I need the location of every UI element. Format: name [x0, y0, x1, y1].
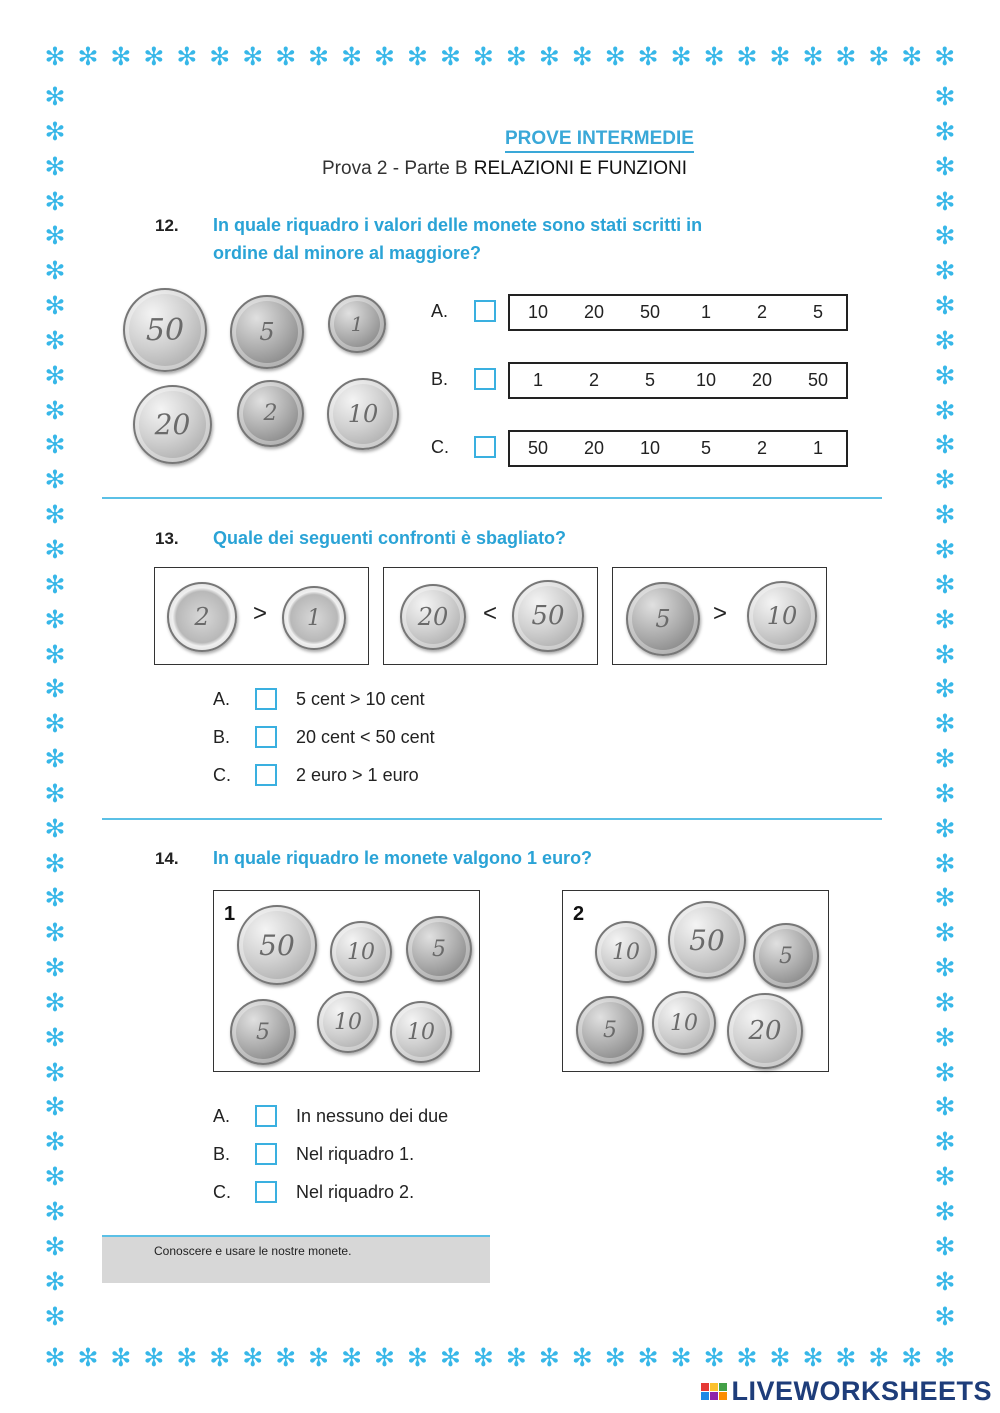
coin-50-cent: 50 — [123, 288, 207, 372]
coin-10-cent: 10 — [327, 378, 399, 450]
coin-50-cent: 50 — [668, 901, 746, 979]
seq-value: 50 — [639, 302, 661, 322]
border-star-icon: ✻ — [44, 1197, 66, 1226]
q12-option-b-checkbox[interactable] — [474, 368, 496, 390]
coin-10-cent: 10 — [747, 581, 817, 651]
border-top — [40, 42, 960, 72]
q14-option-c-text: Nel riquadro 2. — [296, 1182, 415, 1202]
border-star-icon: ✻ — [934, 918, 956, 948]
border-star-icon: ✻ — [341, 1343, 363, 1372]
comparison-box-2 — [383, 567, 598, 665]
brand-text: LIVEWORKSHEETS — [731, 1376, 992, 1406]
coin-20-cent: 20 — [727, 993, 803, 1069]
border-star-icon: ✻ — [703, 42, 725, 71]
border-star-icon: ✻ — [934, 848, 956, 878]
q13-option-c-letter: C. — [213, 765, 231, 785]
border-star-icon: ✻ — [44, 1092, 66, 1122]
coin-20-cent: 20 — [400, 584, 466, 650]
border-star-icon: ✻ — [77, 42, 99, 71]
panel-label: 2 — [573, 903, 585, 925]
border-star-icon: ✻ — [934, 639, 956, 669]
coin-2-euro: 2 — [167, 582, 237, 652]
border-star-icon: ✻ — [275, 1343, 297, 1372]
border-star-icon: ✻ — [44, 360, 66, 390]
border-star-icon: ✻ — [44, 186, 66, 216]
coin-5-cent: 5 — [406, 916, 472, 982]
question-12-line1: In quale riquadro i valori delle monete sono stati scritti in — [213, 215, 703, 235]
q13-option-c-checkbox[interactable] — [255, 764, 277, 786]
q13-option-b-checkbox[interactable] — [255, 726, 277, 748]
border-star-icon: ✻ — [571, 42, 593, 71]
border-star-icon: ✻ — [934, 883, 956, 913]
seq-value: 2 — [756, 438, 767, 458]
q12-option-c-sequence — [508, 430, 848, 467]
border-star-icon: ✻ — [44, 42, 66, 71]
border-star-icon: ✻ — [604, 1343, 626, 1372]
border-star-icon: ✻ — [505, 1343, 527, 1372]
q14-option-c-checkbox[interactable] — [255, 1181, 277, 1203]
q14-option-a-checkbox[interactable] — [255, 1105, 277, 1127]
border-star-icon: ✻ — [44, 1231, 66, 1261]
border-star-icon: ✻ — [934, 500, 956, 530]
comparison-operator: > — [713, 600, 728, 627]
border-star-icon: ✻ — [44, 1022, 66, 1052]
question-12-line2: ordine dal minore al maggiore? — [213, 243, 482, 263]
border-star-icon: ✻ — [44, 778, 66, 808]
border-star-icon: ✻ — [439, 42, 461, 71]
border-star-icon: ✻ — [110, 42, 132, 71]
q13-option-c-text: 2 euro > 1 euro — [296, 765, 419, 785]
q14-option-a-letter: A. — [213, 1106, 231, 1126]
border-star-icon: ✻ — [934, 1022, 956, 1052]
border-star-icon: ✻ — [275, 42, 297, 71]
border-star-icon: ✻ — [934, 604, 956, 634]
border-star-icon: ✻ — [934, 674, 956, 704]
border-star-icon: ✻ — [934, 709, 956, 739]
border-star-icon: ✻ — [934, 186, 956, 216]
question-13-number: 13. — [155, 529, 179, 548]
page-title: PROVE INTERMEDIE — [505, 128, 694, 153]
question-12-text — [213, 211, 702, 267]
border-star-icon: ✻ — [44, 987, 66, 1017]
seq-value: 2 — [588, 370, 599, 390]
border-star-icon: ✻ — [308, 42, 330, 71]
seq-value: 5 — [700, 438, 711, 458]
border-star-icon: ✻ — [407, 42, 428, 71]
border-star-icon: ✻ — [472, 1343, 494, 1372]
border-star-icon: ✻ — [77, 1343, 99, 1372]
border-star-icon: ✻ — [934, 813, 956, 843]
q13-option-a-text: 5 cent > 10 cent — [296, 689, 425, 709]
border-star-icon: ✻ — [44, 151, 66, 181]
comparison-operator: > — [253, 600, 268, 627]
border-star-icon: ✻ — [242, 42, 264, 71]
coin-panel-2 — [562, 890, 829, 1072]
border-star-icon: ✻ — [934, 987, 956, 1017]
border-star-icon: ✻ — [44, 256, 66, 286]
border-star-icon: ✻ — [868, 42, 890, 71]
border-star-icon: ✻ — [934, 1127, 956, 1157]
question-13-text: Quale dei seguenti confronti è sbagliato? — [213, 528, 567, 548]
coin-50-cent: 50 — [237, 905, 317, 985]
coin-10-cent: 10 — [390, 1001, 452, 1063]
border-star-icon: ✻ — [176, 42, 198, 71]
border-star-icon: ✻ — [44, 953, 66, 983]
coin-2-cent: 2 — [237, 380, 304, 447]
border-star-icon: ✻ — [110, 1343, 132, 1372]
q12-option-a-sequence — [508, 294, 848, 331]
q13-option-b-text: 20 cent < 50 cent — [296, 727, 435, 747]
border-star-icon: ✻ — [934, 1092, 956, 1122]
question-12-number: 12. — [155, 216, 179, 235]
border-star-icon: ✻ — [670, 1343, 692, 1372]
border-star-icon: ✻ — [835, 42, 857, 71]
border-star-icon: ✻ — [769, 1343, 791, 1372]
border-star-icon: ✻ — [934, 325, 956, 355]
border-star-icon: ✻ — [934, 744, 956, 774]
border-star-icon: ✻ — [44, 883, 66, 913]
border-star-icon: ✻ — [769, 42, 791, 71]
panel-label: 1 — [224, 903, 236, 925]
q14-option-a-text: In nessuno dei due — [296, 1106, 449, 1126]
q12-option-b-letter: B. — [431, 369, 449, 389]
coin-5-cent: 5 — [626, 582, 700, 656]
seq-value: 1 — [532, 370, 543, 390]
footer-text: Conoscere e usare le nostre monete. — [154, 1244, 352, 1258]
border-star-icon: ✻ — [934, 221, 956, 251]
border-star-icon: ✻ — [934, 82, 956, 111]
subtitle-prefix: Prova 2 - Parte B — [322, 158, 468, 179]
border-star-icon: ✻ — [44, 430, 66, 460]
coin-10-cent: 10 — [595, 921, 657, 983]
q12-option-a-letter: A. — [431, 301, 449, 321]
section-divider — [102, 497, 882, 499]
border-star-icon: ✻ — [901, 1343, 923, 1372]
border-star-icon: ✻ — [901, 42, 923, 71]
border-star-icon: ✻ — [44, 674, 66, 704]
seq-value: 10 — [639, 438, 661, 458]
q13-option-b-letter: B. — [213, 727, 231, 747]
border-star-icon: ✻ — [934, 395, 956, 425]
border-star-icon: ✻ — [736, 42, 758, 71]
border-star-icon: ✻ — [703, 1343, 725, 1372]
q12-option-c-checkbox[interactable] — [474, 436, 496, 458]
border-star-icon: ✻ — [143, 1343, 165, 1372]
border-star-icon: ✻ — [802, 42, 824, 71]
border-star-icon: ✻ — [934, 1197, 956, 1226]
border-star-icon: ✻ — [670, 42, 692, 71]
border-star-icon: ✻ — [242, 1343, 264, 1372]
coin-5-cent: 5 — [230, 295, 304, 369]
border-star-icon: ✻ — [44, 744, 66, 774]
coin-10-cent: 10 — [652, 991, 716, 1055]
border-star-icon: ✻ — [934, 116, 956, 146]
border-star-icon: ✻ — [934, 534, 956, 564]
seq-value: 20 — [751, 370, 773, 390]
border-star-icon: ✻ — [374, 42, 395, 71]
seq-value: 5 — [812, 302, 823, 322]
border-star-icon: ✻ — [637, 1343, 659, 1372]
border-star-icon: ✻ — [44, 82, 66, 111]
border-left — [40, 82, 70, 1332]
border-star-icon: ✻ — [472, 42, 494, 71]
seq-value: 10 — [527, 302, 549, 322]
border-star-icon: ✻ — [44, 116, 66, 146]
q12-option-b-sequence — [508, 362, 848, 399]
seq-value: 20 — [583, 438, 605, 458]
border-star-icon: ✻ — [374, 1343, 395, 1372]
border-star-icon: ✻ — [802, 1343, 824, 1372]
border-star-icon: ✻ — [637, 42, 659, 71]
coin-panel-1 — [213, 890, 480, 1072]
border-star-icon: ✻ — [934, 42, 956, 71]
q13-option-a-letter: A. — [213, 689, 231, 709]
border-star-icon: ✻ — [934, 291, 956, 321]
q14-option-b-text: Nel riquadro 1. — [296, 1144, 415, 1164]
brand-grid-icon — [701, 1383, 727, 1400]
border-star-icon: ✻ — [44, 395, 66, 425]
coin-1-euro: 1 — [282, 586, 346, 650]
q12-option-a-checkbox[interactable] — [474, 300, 496, 322]
border-star-icon: ✻ — [934, 1231, 956, 1261]
seq-value: 5 — [644, 370, 655, 390]
border-star-icon: ✻ — [341, 42, 363, 71]
border-star-icon: ✻ — [934, 1266, 956, 1296]
border-star-icon: ✻ — [538, 42, 560, 71]
border-star-icon: ✻ — [44, 221, 66, 251]
border-star-icon: ✻ — [44, 1301, 66, 1331]
border-star-icon: ✻ — [505, 42, 527, 71]
border-star-icon: ✻ — [934, 151, 956, 181]
q13-option-a-checkbox[interactable] — [255, 688, 277, 710]
border-star-icon: ✻ — [44, 918, 66, 948]
border-star-icon: ✻ — [934, 1301, 956, 1331]
coin-1-cent: 1 — [328, 295, 386, 353]
coin-20-cent: 20 — [133, 385, 212, 464]
coin-10-cent: 10 — [317, 991, 379, 1053]
q14-option-b-letter: B. — [213, 1144, 231, 1164]
question-14-text: In quale riquadro le monete valgono 1 euro? — [213, 848, 593, 868]
question-14-number: 14. — [155, 849, 179, 868]
seq-value: 50 — [807, 370, 829, 390]
border-star-icon: ✻ — [44, 639, 66, 669]
border-star-icon: ✻ — [143, 42, 165, 71]
border-star-icon: ✻ — [868, 1343, 890, 1372]
border-star-icon: ✻ — [44, 1127, 66, 1157]
page-subtitle — [322, 158, 687, 180]
border-star-icon: ✻ — [934, 256, 956, 286]
brand-logo[interactable] — [701, 1376, 992, 1407]
comparison-operator: < — [483, 600, 498, 627]
border-star-icon: ✻ — [439, 1343, 461, 1372]
seq-value: 50 — [527, 438, 549, 458]
border-star-icon: ✻ — [604, 42, 626, 71]
border-star-icon: ✻ — [44, 1162, 66, 1192]
border-star-icon: ✻ — [44, 291, 66, 321]
border-star-icon: ✻ — [44, 813, 66, 843]
border-star-icon: ✻ — [934, 360, 956, 390]
q12-option-c-letter: C. — [431, 437, 449, 457]
border-star-icon: ✻ — [308, 1343, 330, 1372]
q14-option-c-letter: C. — [213, 1182, 231, 1202]
border-star-icon: ✻ — [571, 1343, 593, 1372]
border-star-icon: ✻ — [407, 1343, 428, 1372]
border-star-icon: ✻ — [209, 1343, 231, 1372]
seq-value: 1 — [700, 302, 711, 322]
border-star-icon: ✻ — [934, 778, 956, 808]
border-star-icon: ✻ — [44, 325, 66, 355]
coin-5-cent: 5 — [230, 999, 296, 1065]
footer-note — [102, 1235, 490, 1283]
border-star-icon: ✻ — [934, 1057, 956, 1087]
seq-value: 10 — [695, 370, 717, 390]
section-divider — [102, 818, 882, 820]
border-star-icon: ✻ — [44, 1057, 66, 1087]
border-star-icon: ✻ — [44, 1343, 66, 1372]
coin-50-cent: 50 — [512, 580, 584, 652]
border-star-icon: ✻ — [538, 1343, 560, 1372]
border-star-icon: ✻ — [934, 953, 956, 983]
border-star-icon: ✻ — [44, 534, 66, 564]
border-star-icon: ✻ — [209, 42, 231, 71]
coin-5-cent: 5 — [576, 996, 644, 1064]
border-star-icon: ✻ — [44, 848, 66, 878]
border-star-icon: ✻ — [934, 430, 956, 460]
comparison-box-1 — [154, 567, 369, 665]
border-star-icon: ✻ — [736, 1343, 758, 1372]
border-star-icon: ✻ — [44, 604, 66, 634]
border-star-icon: ✻ — [835, 1343, 857, 1372]
border-star-icon: ✻ — [176, 1343, 198, 1372]
border-star-icon: ✻ — [44, 709, 66, 739]
coin-5-cent: 5 — [753, 923, 819, 989]
seq-value: 1 — [812, 438, 823, 458]
coin-10-cent: 10 — [330, 921, 392, 983]
border-star-icon: ✻ — [44, 500, 66, 530]
subtitle-topic: RELAZIONI E FUNZIONI — [473, 158, 687, 179]
seq-value: 20 — [583, 302, 605, 322]
seq-value: 2 — [756, 302, 767, 322]
border-star-icon: ✻ — [934, 1343, 956, 1372]
border-bottom — [40, 1343, 960, 1373]
border-star-icon: ✻ — [44, 465, 66, 495]
border-star-icon: ✻ — [44, 1266, 66, 1296]
border-right — [930, 82, 960, 1332]
comparison-box-3 — [612, 567, 827, 665]
border-star-icon: ✻ — [934, 465, 956, 495]
border-star-icon: ✻ — [934, 569, 956, 599]
q14-option-b-checkbox[interactable] — [255, 1143, 277, 1165]
border-star-icon: ✻ — [934, 1162, 956, 1192]
border-star-icon: ✻ — [44, 569, 66, 599]
